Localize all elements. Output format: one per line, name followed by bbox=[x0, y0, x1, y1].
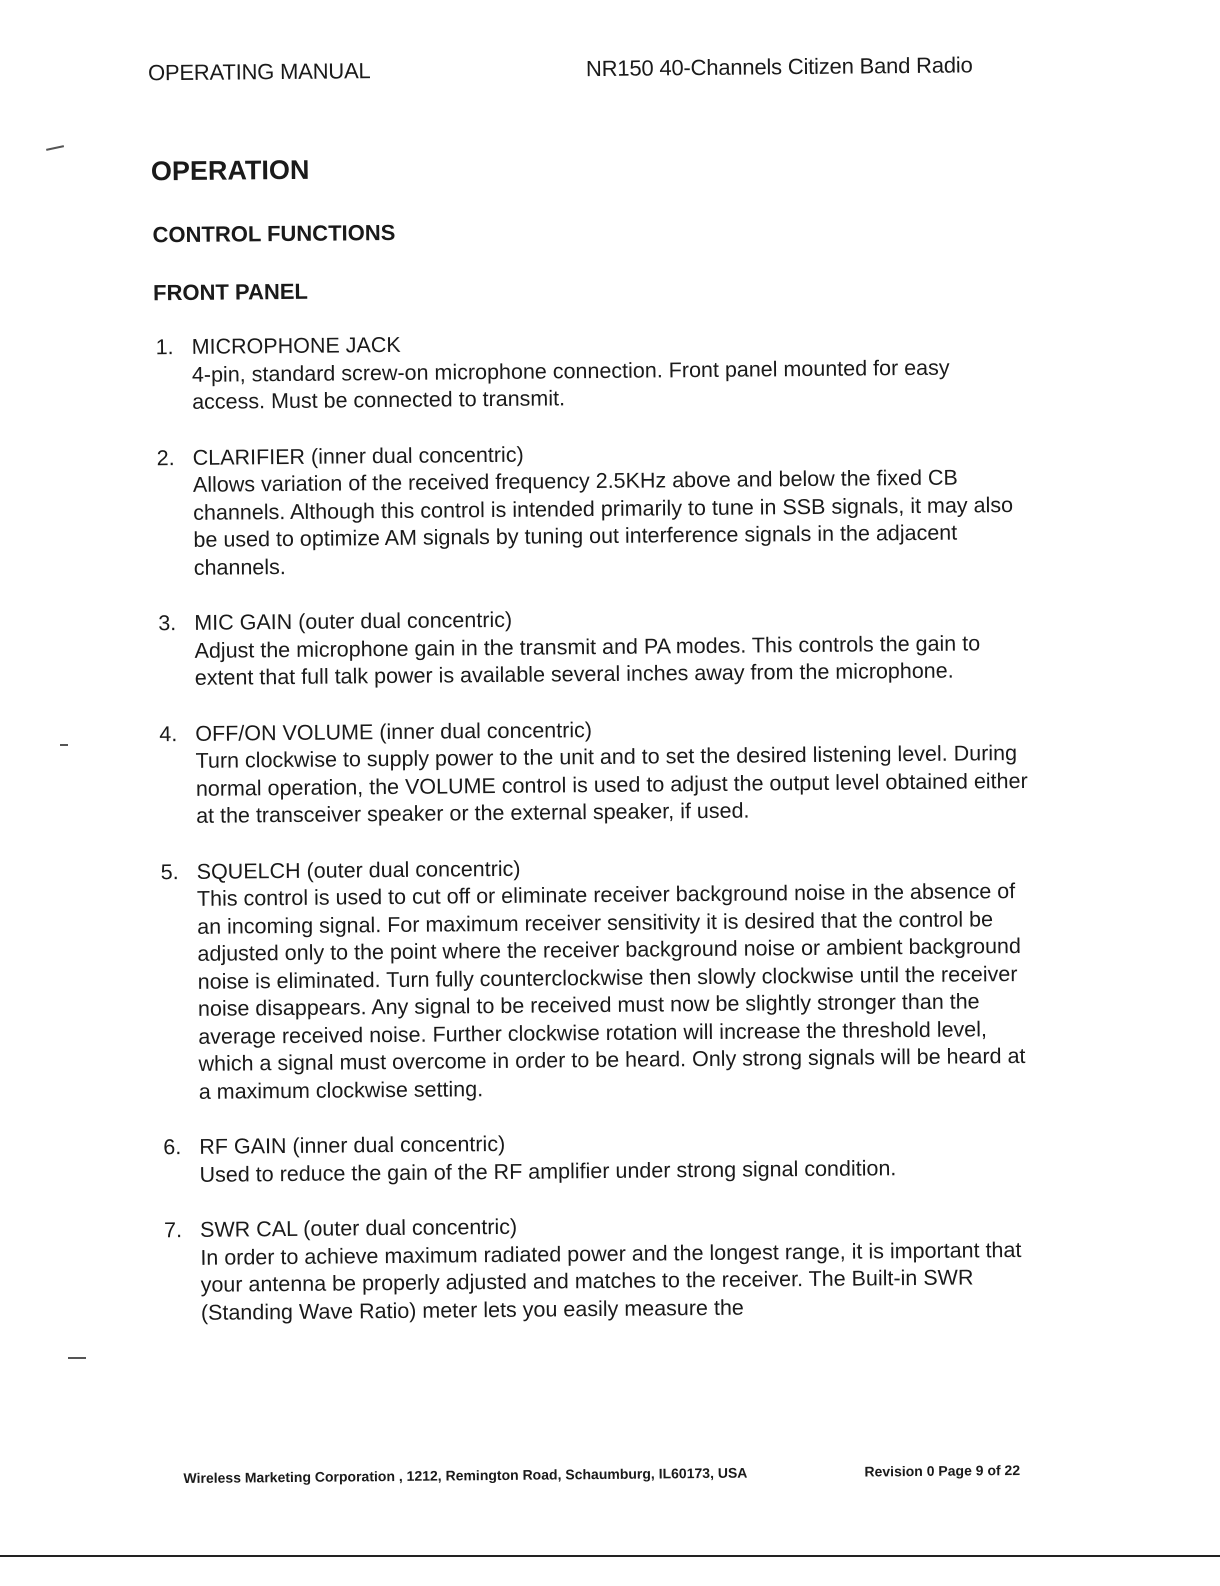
list-item bbox=[163, 1126, 1033, 1189]
footer-address: Wireless Marketing Corporation , 1212, Remington Road, Schaumburg, IL60173, USA bbox=[183, 1464, 748, 1487]
item-title: MIC GAIN (outer dual concentric) bbox=[194, 607, 513, 635]
item-number: 2. bbox=[156, 445, 175, 470]
control-list bbox=[156, 326, 1036, 1355]
header-right: NR150 40-Channels Citizen Band Radio bbox=[585, 52, 973, 82]
item-number: 6. bbox=[163, 1135, 182, 1160]
header-left: OPERATING MANUAL bbox=[147, 58, 371, 86]
item-number: 4. bbox=[159, 721, 178, 746]
item-title: CLARIFIER (inner dual concentric) bbox=[192, 442, 524, 470]
footer-page-info: Revision 0 Page 9 of 22 bbox=[864, 1461, 1021, 1480]
list-item bbox=[159, 712, 1030, 830]
page-heading: OPERATION bbox=[150, 154, 310, 187]
list-item bbox=[157, 436, 1028, 582]
item-title: MICROPHONE JACK bbox=[191, 332, 401, 359]
item-number: 1. bbox=[155, 335, 174, 360]
item-description: In order to achieve maximum radiated power and the longest range, it is important that your antenna be properly adjusted and matches to the receiver. The Built-in SWR (Standing Wave Ratio) meter lets you easily measure the bbox=[200, 1237, 1022, 1325]
list-item bbox=[156, 326, 1027, 417]
item-description: Used to reduce the gain of the RF amplifier under strong signal condition. bbox=[199, 1155, 897, 1187]
scan-mark bbox=[60, 744, 68, 746]
item-title: RF GAIN (inner dual concentric) bbox=[199, 1131, 506, 1159]
item-description: Adjust the microphone gain in the transmit and PA modes. This controls the gain to extent that full talk power is available several inches away from the microphone. bbox=[194, 630, 981, 690]
item-title: SQUELCH (outer dual concentric) bbox=[196, 856, 521, 884]
item-description: Turn clockwise to supply power to the unit and to set the desired listening level. During normal operation, the VOLUME control is used to adjust the output level obtained either at the transceiver speaker or the external speaker, if used. bbox=[195, 740, 1028, 828]
scan-mark bbox=[68, 1357, 86, 1359]
item-description: This control is used to cut off or eliminate receiver background noise in the absence of an incoming signal. For maximum receiver sensitivity it is desired that the control be adjusted only to the point where the receiver background noise or ambient background noise is eliminated. Turn fully counterclockwise then slowly clockwise until the receiver noise disappears. Any signal to be received must now be slightly stronger than the average received noise. Further clockwise rotation will increase the threshold level, which a signal must overcome in order to be heard. Only strong signals will be heard at a maximum clockwise setting. bbox=[196, 879, 1026, 1104]
item-number: 3. bbox=[158, 611, 177, 636]
section-title: FRONT PANEL bbox=[152, 278, 309, 306]
item-number: 5. bbox=[160, 859, 179, 884]
item-title: SWR CAL (outer dual concentric) bbox=[199, 1214, 518, 1242]
list-item bbox=[161, 850, 1033, 1106]
list-item bbox=[164, 1209, 1035, 1327]
item-description: 4-pin, standard screw-on microphone connection. Front panel mounted for easy access. Must be connected to transmit. bbox=[191, 355, 950, 414]
item-title: OFF/ON VOLUME (inner dual concentric) bbox=[195, 717, 593, 746]
item-description: Allows variation of the received frequency 2.5KHz above and below the fixed CB channels. Although this control is intended primarily to tune in SSB signals, it may also be used to optimize AM signals by tuning out interference signals in the adjacent channels. bbox=[192, 465, 1014, 580]
bottom-rule bbox=[0, 1555, 1220, 1557]
subheading: CONTROL FUNCTIONS bbox=[152, 219, 396, 248]
item-number: 7. bbox=[163, 1218, 183, 1243]
list-item bbox=[158, 602, 1029, 693]
